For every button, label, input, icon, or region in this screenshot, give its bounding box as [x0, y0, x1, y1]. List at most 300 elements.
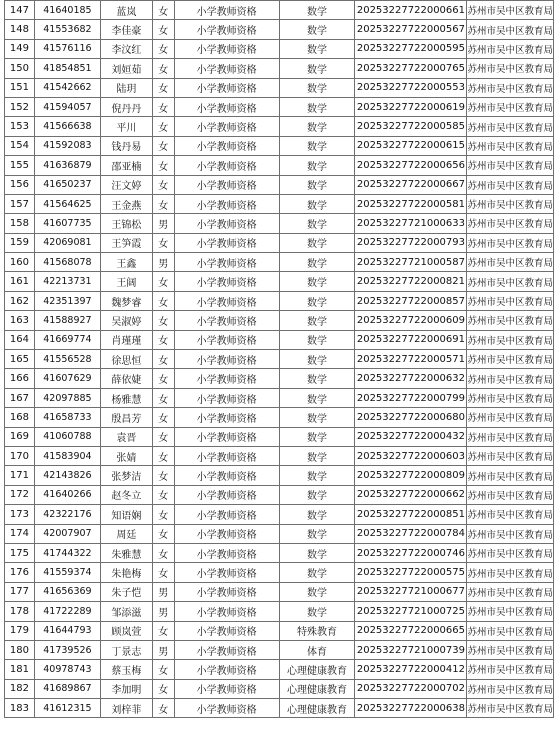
exam-id-cell: 41576116	[34, 39, 100, 58]
exam-id-cell: 41564625	[34, 194, 100, 213]
name-cell: 王金燕	[100, 194, 152, 213]
cert-number-cell: 20253227722000691	[355, 330, 467, 349]
table-row	[5, 39, 554, 58]
name-cell: 王锦松	[100, 214, 152, 233]
cert-number-cell: 20253227722000567	[355, 20, 467, 39]
gender-cell: 女	[152, 330, 174, 349]
cert-number-cell: 20253227722000667	[355, 175, 467, 194]
row-index-cell: 170	[5, 446, 35, 465]
name-cell: 张梦洁	[100, 466, 152, 485]
cert-type-cell: 小学教师资格	[174, 505, 279, 524]
issuer-cell: 苏州市吴中区教育局	[467, 175, 554, 194]
subject-cell: 数学	[279, 427, 355, 446]
gender-cell: 女	[152, 621, 174, 640]
cert-type-cell: 小学教师资格	[174, 78, 279, 97]
subject-cell: 数学	[279, 175, 355, 194]
exam-id-cell: 42143826	[34, 466, 100, 485]
gender-cell: 男	[152, 602, 174, 621]
cert-type-cell: 小学教师资格	[174, 20, 279, 39]
name-cell: 赵冬立	[100, 485, 152, 504]
table-row	[5, 194, 554, 213]
subject-cell: 心理健康教育	[279, 660, 355, 679]
table-row	[5, 117, 554, 136]
name-cell: 王鑫	[100, 253, 152, 272]
row-index-cell: 156	[5, 175, 35, 194]
gender-cell: 女	[152, 291, 174, 310]
name-cell: 张婧	[100, 446, 152, 465]
row-index-cell: 157	[5, 194, 35, 213]
exam-id-cell: 41644793	[34, 621, 100, 640]
table-row	[5, 660, 554, 679]
cert-type-cell: 小学教师资格	[174, 136, 279, 155]
issuer-cell: 苏州市吴中区教育局	[467, 485, 554, 504]
name-cell: 知语娴	[100, 505, 152, 524]
table-row	[5, 59, 554, 78]
subject-cell: 数学	[279, 97, 355, 116]
cert-type-cell: 小学教师资格	[174, 97, 279, 116]
name-cell: 魏梦睿	[100, 291, 152, 310]
table-row	[5, 582, 554, 601]
gender-cell: 女	[152, 117, 174, 136]
table-row	[5, 699, 554, 718]
issuer-cell: 苏州市吴中区教育局	[467, 97, 554, 116]
row-index-cell: 179	[5, 621, 35, 640]
exam-id-cell: 42007907	[34, 524, 100, 543]
gender-cell: 女	[152, 59, 174, 78]
issuer-cell: 苏州市吴中区教育局	[467, 214, 554, 233]
table-row	[5, 446, 554, 465]
gender-cell: 女	[152, 446, 174, 465]
exam-id-cell: 41594057	[34, 97, 100, 116]
issuer-cell: 苏州市吴中区教育局	[467, 466, 554, 485]
cert-type-cell: 小学教师资格	[174, 214, 279, 233]
certificate-table	[4, 0, 554, 718]
row-index-cell: 169	[5, 427, 35, 446]
subject-cell: 数学	[279, 505, 355, 524]
exam-id-cell: 41650237	[34, 175, 100, 194]
table-row	[5, 253, 554, 272]
cert-number-cell: 20253227722000656	[355, 156, 467, 175]
row-index-cell: 155	[5, 156, 35, 175]
exam-id-cell: 41744322	[34, 543, 100, 562]
exam-id-cell: 41559374	[34, 563, 100, 582]
row-index-cell: 165	[5, 350, 35, 369]
name-cell: 肖瑾瑾	[100, 330, 152, 349]
name-cell: 平川	[100, 117, 152, 136]
cert-type-cell: 小学教师资格	[174, 253, 279, 272]
cert-number-cell: 20253227722000432	[355, 427, 467, 446]
table-row	[5, 311, 554, 330]
table-body	[5, 1, 554, 718]
row-index-cell: 152	[5, 97, 35, 116]
subject-cell: 数学	[279, 311, 355, 330]
name-cell: 朱艳梅	[100, 563, 152, 582]
cert-number-cell: 20253227721000725	[355, 602, 467, 621]
subject-cell: 数学	[279, 369, 355, 388]
name-cell: 丁景志	[100, 640, 152, 659]
subject-cell: 数学	[279, 214, 355, 233]
gender-cell: 女	[152, 20, 174, 39]
gender-cell: 女	[152, 563, 174, 582]
issuer-cell: 苏州市吴中区教育局	[467, 640, 554, 659]
cert-type-cell: 小学教师资格	[174, 117, 279, 136]
row-index-cell: 168	[5, 408, 35, 427]
cert-number-cell: 20253227722000857	[355, 291, 467, 310]
row-index-cell: 150	[5, 59, 35, 78]
cert-type-cell: 小学教师资格	[174, 156, 279, 175]
exam-id-cell: 40978743	[34, 660, 100, 679]
gender-cell: 女	[152, 39, 174, 58]
gender-cell: 女	[152, 660, 174, 679]
issuer-cell: 苏州市吴中区教育局	[467, 563, 554, 582]
row-index-cell: 183	[5, 699, 35, 718]
cert-number-cell: 20253227722000585	[355, 117, 467, 136]
row-index-cell: 175	[5, 543, 35, 562]
cert-type-cell: 小学教师资格	[174, 330, 279, 349]
table-row	[5, 78, 554, 97]
cert-number-cell: 20253227722000638	[355, 699, 467, 718]
exam-id-cell: 41640266	[34, 485, 100, 504]
cert-number-cell: 20253227722000603	[355, 446, 467, 465]
issuer-cell: 苏州市吴中区教育局	[467, 253, 554, 272]
gender-cell: 女	[152, 388, 174, 407]
row-index-cell: 176	[5, 563, 35, 582]
name-cell: 杨雅慧	[100, 388, 152, 407]
issuer-cell: 苏州市吴中区教育局	[467, 427, 554, 446]
subject-cell: 数学	[279, 194, 355, 213]
row-index-cell: 163	[5, 311, 35, 330]
cert-number-cell: 20253227722000575	[355, 563, 467, 582]
cert-type-cell: 小学教师资格	[174, 388, 279, 407]
gender-cell: 女	[152, 78, 174, 97]
exam-id-cell: 41656369	[34, 582, 100, 601]
exam-id-cell: 41640185	[34, 1, 100, 20]
gender-cell: 女	[152, 97, 174, 116]
table-row	[5, 408, 554, 427]
exam-id-cell: 42213731	[34, 272, 100, 291]
subject-cell: 数学	[279, 485, 355, 504]
exam-id-cell: 42097885	[34, 388, 100, 407]
issuer-cell: 苏州市吴中区教育局	[467, 330, 554, 349]
subject-cell: 体育	[279, 640, 355, 659]
cert-type-cell: 小学教师资格	[174, 679, 279, 698]
name-cell: 邵亚楠	[100, 156, 152, 175]
name-cell: 袁晋	[100, 427, 152, 446]
subject-cell: 数学	[279, 602, 355, 621]
subject-cell: 数学	[279, 233, 355, 252]
subject-cell: 数学	[279, 330, 355, 349]
subject-cell: 数学	[279, 78, 355, 97]
row-index-cell: 151	[5, 78, 35, 97]
cert-type-cell: 小学教师资格	[174, 59, 279, 78]
cert-type-cell: 小学教师资格	[174, 175, 279, 194]
cert-type-cell: 小学教师资格	[174, 311, 279, 330]
subject-cell: 数学	[279, 563, 355, 582]
gender-cell: 女	[152, 194, 174, 213]
cert-number-cell: 20253227722000571	[355, 350, 467, 369]
table-row	[5, 156, 554, 175]
exam-id-cell: 41854851	[34, 59, 100, 78]
cert-type-cell: 小学教师资格	[174, 446, 279, 465]
exam-id-cell: 42322176	[34, 505, 100, 524]
subject-cell: 数学	[279, 253, 355, 272]
gender-cell: 男	[152, 640, 174, 659]
gender-cell: 女	[152, 679, 174, 698]
exam-id-cell: 41566638	[34, 117, 100, 136]
name-cell: 蔡玉梅	[100, 660, 152, 679]
name-cell: 吴淑婷	[100, 311, 152, 330]
exam-id-cell: 41542662	[34, 78, 100, 97]
name-cell: 薛依婕	[100, 369, 152, 388]
row-index-cell: 153	[5, 117, 35, 136]
table-row	[5, 291, 554, 310]
cert-type-cell: 小学教师资格	[174, 640, 279, 659]
gender-cell: 女	[152, 156, 174, 175]
gender-cell: 女	[152, 408, 174, 427]
table-row	[5, 97, 554, 116]
table-row	[5, 272, 554, 291]
name-cell: 刘梓菲	[100, 699, 152, 718]
subject-cell: 数学	[279, 582, 355, 601]
name-cell: 陆玥	[100, 78, 152, 97]
table-row	[5, 136, 554, 155]
subject-cell: 数学	[279, 388, 355, 407]
issuer-cell: 苏州市吴中区教育局	[467, 369, 554, 388]
cert-number-cell: 20253227722000619	[355, 97, 467, 116]
exam-id-cell: 42351397	[34, 291, 100, 310]
cert-number-cell: 20253227722000702	[355, 679, 467, 698]
subject-cell: 数学	[279, 408, 355, 427]
cert-type-cell: 小学教师资格	[174, 194, 279, 213]
exam-id-cell: 41689867	[34, 679, 100, 698]
issuer-cell: 苏州市吴中区教育局	[467, 78, 554, 97]
row-index-cell: 161	[5, 272, 35, 291]
row-index-cell: 174	[5, 524, 35, 543]
issuer-cell: 苏州市吴中区教育局	[467, 291, 554, 310]
subject-cell: 数学	[279, 466, 355, 485]
exam-id-cell: 41588927	[34, 311, 100, 330]
gender-cell: 女	[152, 136, 174, 155]
cert-type-cell: 小学教师资格	[174, 660, 279, 679]
gender-cell: 女	[152, 1, 174, 20]
cert-number-cell: 20253227722000632	[355, 369, 467, 388]
exam-id-cell: 41612315	[34, 699, 100, 718]
row-index-cell: 160	[5, 253, 35, 272]
table-row	[5, 175, 554, 194]
name-cell: 周廷	[100, 524, 152, 543]
cert-type-cell: 小学教师资格	[174, 427, 279, 446]
exam-id-cell: 41607735	[34, 214, 100, 233]
table-row	[5, 602, 554, 621]
table-row	[5, 640, 554, 659]
exam-id-cell: 41636879	[34, 156, 100, 175]
name-cell: 王阔	[100, 272, 152, 291]
row-index-cell: 181	[5, 660, 35, 679]
gender-cell: 女	[152, 699, 174, 718]
name-cell: 李加明	[100, 679, 152, 698]
gender-cell: 男	[152, 253, 174, 272]
subject-cell: 数学	[279, 156, 355, 175]
name-cell: 倪丹丹	[100, 97, 152, 116]
name-cell: 蓝岚	[100, 1, 152, 20]
row-index-cell: 167	[5, 388, 35, 407]
gender-cell: 女	[152, 233, 174, 252]
cert-number-cell: 20253227722000609	[355, 311, 467, 330]
issuer-cell: 苏州市吴中区教育局	[467, 582, 554, 601]
table-row	[5, 524, 554, 543]
cert-type-cell: 小学教师资格	[174, 408, 279, 427]
cert-number-cell: 20253227722000661	[355, 1, 467, 20]
issuer-cell: 苏州市吴中区教育局	[467, 20, 554, 39]
issuer-cell: 苏州市吴中区教育局	[467, 1, 554, 20]
subject-cell: 数学	[279, 543, 355, 562]
subject-cell: 特殊教育	[279, 621, 355, 640]
subject-cell: 数学	[279, 20, 355, 39]
cert-type-cell: 小学教师资格	[174, 369, 279, 388]
cert-type-cell: 小学教师资格	[174, 233, 279, 252]
table-row	[5, 369, 554, 388]
exam-id-cell: 41583904	[34, 446, 100, 465]
cert-number-cell: 20253227722000665	[355, 621, 467, 640]
exam-id-cell: 41556528	[34, 350, 100, 369]
issuer-cell: 苏州市吴中区教育局	[467, 679, 554, 698]
cert-number-cell: 20253227721000587	[355, 253, 467, 272]
row-index-cell: 147	[5, 1, 35, 20]
issuer-cell: 苏州市吴中区教育局	[467, 272, 554, 291]
cert-type-cell: 小学教师资格	[174, 582, 279, 601]
cert-number-cell: 20253227721000739	[355, 640, 467, 659]
gender-cell: 女	[152, 427, 174, 446]
cert-number-cell: 20253227722000746	[355, 543, 467, 562]
exam-id-cell: 41658733	[34, 408, 100, 427]
subject-cell: 数学	[279, 350, 355, 369]
row-index-cell: 164	[5, 330, 35, 349]
issuer-cell: 苏州市吴中区教育局	[467, 408, 554, 427]
row-index-cell: 148	[5, 20, 35, 39]
issuer-cell: 苏州市吴中区教育局	[467, 621, 554, 640]
subject-cell: 数学	[279, 446, 355, 465]
cert-type-cell: 小学教师资格	[174, 291, 279, 310]
cert-type-cell: 小学教师资格	[174, 524, 279, 543]
subject-cell: 数学	[279, 59, 355, 78]
table-row	[5, 233, 554, 252]
cert-type-cell: 小学教师资格	[174, 466, 279, 485]
gender-cell: 女	[152, 505, 174, 524]
row-index-cell: 159	[5, 233, 35, 252]
name-cell: 朱雅慧	[100, 543, 152, 562]
table-row	[5, 543, 554, 562]
table-row	[5, 350, 554, 369]
cert-number-cell: 20253227722000615	[355, 136, 467, 155]
gender-cell: 女	[152, 175, 174, 194]
table-row	[5, 427, 554, 446]
cert-number-cell: 20253227722000793	[355, 233, 467, 252]
subject-cell: 数学	[279, 39, 355, 58]
issuer-cell: 苏州市吴中区教育局	[467, 156, 554, 175]
issuer-cell: 苏州市吴中区教育局	[467, 233, 554, 252]
row-index-cell: 173	[5, 505, 35, 524]
name-cell: 王笋霞	[100, 233, 152, 252]
name-cell: 徐思恒	[100, 350, 152, 369]
subject-cell: 心理健康教育	[279, 699, 355, 718]
gender-cell: 女	[152, 272, 174, 291]
row-index-cell: 162	[5, 291, 35, 310]
table-row	[5, 679, 554, 698]
cert-number-cell: 20253227722000662	[355, 485, 467, 504]
gender-cell: 女	[152, 350, 174, 369]
name-cell: 李佳豪	[100, 20, 152, 39]
row-index-cell: 178	[5, 602, 35, 621]
name-cell: 汪文婷	[100, 175, 152, 194]
table-row	[5, 466, 554, 485]
table-row	[5, 485, 554, 504]
gender-cell: 男	[152, 214, 174, 233]
table-row	[5, 1, 554, 20]
cert-number-cell: 20253227722000799	[355, 388, 467, 407]
row-index-cell: 166	[5, 369, 35, 388]
name-cell: 顾岚萱	[100, 621, 152, 640]
subject-cell: 数学	[279, 117, 355, 136]
exam-id-cell: 41553682	[34, 20, 100, 39]
issuer-cell: 苏州市吴中区教育局	[467, 446, 554, 465]
table-row	[5, 563, 554, 582]
issuer-cell: 苏州市吴中区教育局	[467, 602, 554, 621]
cert-number-cell: 20253227722000784	[355, 524, 467, 543]
row-index-cell: 172	[5, 485, 35, 504]
cert-type-cell: 小学教师资格	[174, 699, 279, 718]
cert-number-cell: 20253227722000765	[355, 59, 467, 78]
cert-type-cell: 小学教师资格	[174, 621, 279, 640]
name-cell: 刘姮茹	[100, 59, 152, 78]
subject-cell: 数学	[279, 524, 355, 543]
cert-type-cell: 小学教师资格	[174, 350, 279, 369]
subject-cell: 数学	[279, 1, 355, 20]
subject-cell: 数学	[279, 136, 355, 155]
cert-type-cell: 小学教师资格	[174, 272, 279, 291]
cert-type-cell: 小学教师资格	[174, 1, 279, 20]
gender-cell: 男	[152, 582, 174, 601]
cert-number-cell: 20253227722000595	[355, 39, 467, 58]
exam-id-cell: 41739526	[34, 640, 100, 659]
cert-number-cell: 20253227722000412	[355, 660, 467, 679]
issuer-cell: 苏州市吴中区教育局	[467, 524, 554, 543]
cert-type-cell: 小学教师资格	[174, 39, 279, 58]
cert-number-cell: 20253227721000633	[355, 214, 467, 233]
issuer-cell: 苏州市吴中区教育局	[467, 136, 554, 155]
row-index-cell: 180	[5, 640, 35, 659]
issuer-cell: 苏州市吴中区教育局	[467, 388, 554, 407]
cert-type-cell: 小学教师资格	[174, 543, 279, 562]
table-row	[5, 621, 554, 640]
name-cell: 邹添滋	[100, 602, 152, 621]
cert-type-cell: 小学教师资格	[174, 602, 279, 621]
issuer-cell: 苏州市吴中区教育局	[467, 311, 554, 330]
exam-id-cell: 41060788	[34, 427, 100, 446]
issuer-cell: 苏州市吴中区教育局	[467, 699, 554, 718]
row-index-cell: 158	[5, 214, 35, 233]
name-cell: 李汶红	[100, 39, 152, 58]
exam-id-cell: 41722289	[34, 602, 100, 621]
exam-id-cell: 41607629	[34, 369, 100, 388]
cert-number-cell: 20253227722000821	[355, 272, 467, 291]
issuer-cell: 苏州市吴中区教育局	[467, 39, 554, 58]
subject-cell: 数学	[279, 272, 355, 291]
gender-cell: 女	[152, 543, 174, 562]
row-index-cell: 171	[5, 466, 35, 485]
row-index-cell: 149	[5, 39, 35, 58]
row-index-cell: 154	[5, 136, 35, 155]
issuer-cell: 苏州市吴中区教育局	[467, 117, 554, 136]
